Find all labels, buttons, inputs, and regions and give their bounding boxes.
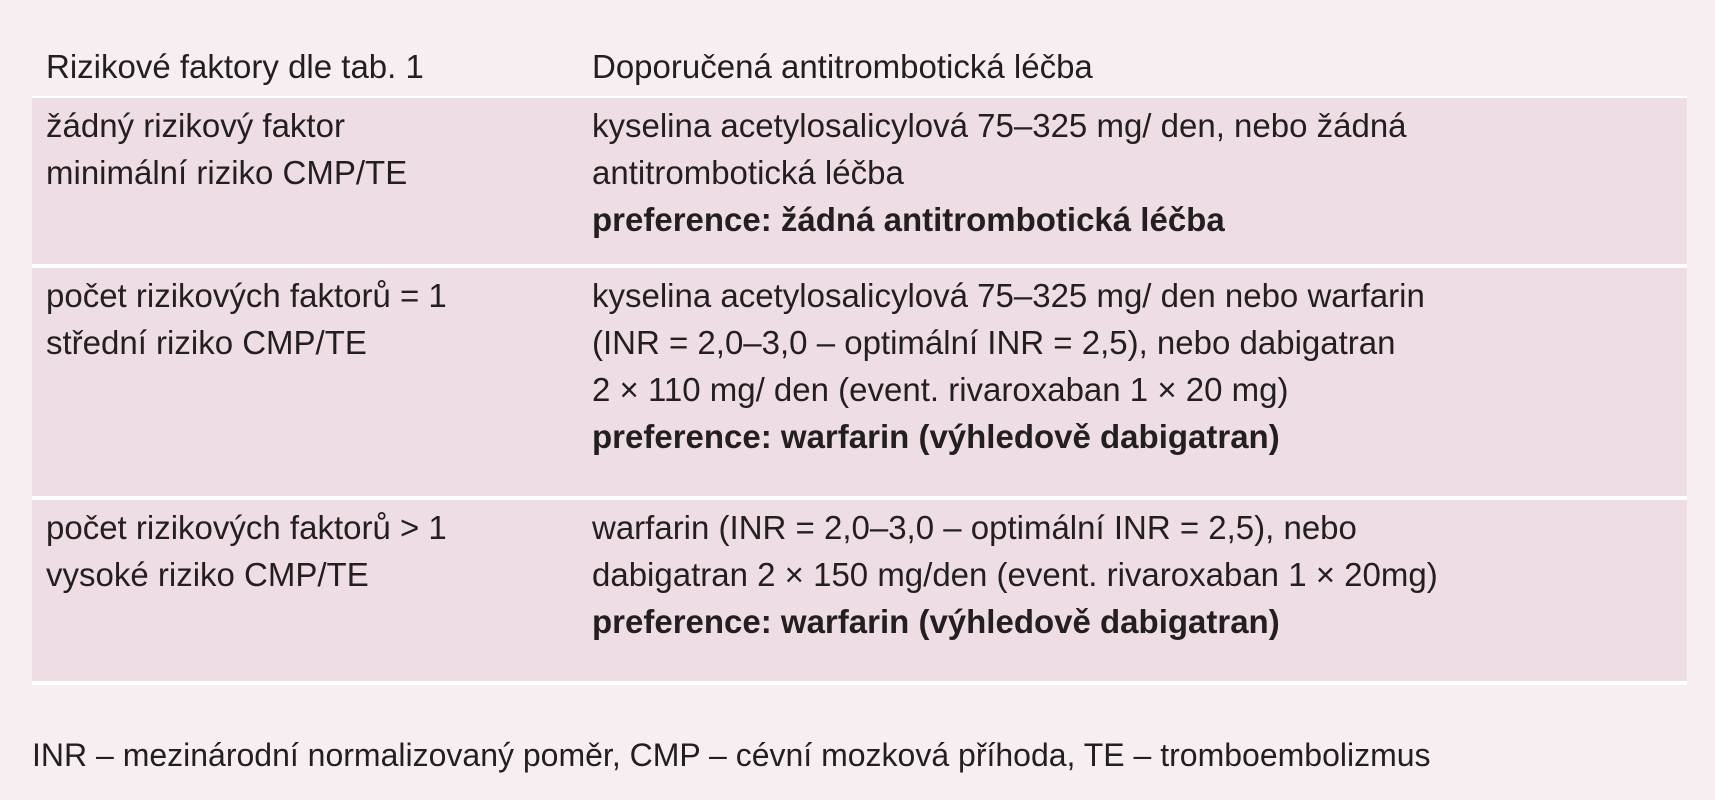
risk-level: vysoké riziko CMP/TE bbox=[46, 556, 369, 593]
treatment-line: (INR = 2,0–3,0 – optimální INR = 2,5), nebo dabigatran bbox=[592, 324, 1396, 361]
treatment-cell bbox=[592, 504, 1687, 681]
treatment-line: kyselina acetylosalicylová 75–325 mg/ den, nebo žádná bbox=[592, 107, 1407, 144]
risk-level: střední riziko CMP/TE bbox=[46, 324, 367, 361]
risk-cell bbox=[32, 102, 592, 264]
treatment-line: antitrombotická léčba bbox=[592, 154, 904, 191]
risk-level: minimální riziko CMP/TE bbox=[46, 154, 408, 191]
preference-line: preference: warfarin (výhledově dabigatran) bbox=[592, 603, 1280, 640]
preference-line: preference: warfarin (výhledově dabigatran) bbox=[592, 418, 1280, 455]
table-row bbox=[32, 268, 1687, 500]
risk-cell bbox=[32, 272, 592, 496]
risk-line: žádný rizikový faktor bbox=[46, 107, 345, 144]
risk-cell bbox=[32, 504, 592, 681]
treatment-cell bbox=[592, 272, 1687, 496]
table-footnote: INR – mezinárodní normalizovaný poměr, CMP – cévní mozková příhoda, TE – tromboembolizmus bbox=[32, 737, 1431, 773]
treatment-line: dabigatran 2 × 150 mg/den (event. rivaroxaban 1 × 20mg) bbox=[592, 556, 1438, 593]
table-row bbox=[32, 98, 1687, 268]
treatment-cell bbox=[592, 102, 1687, 264]
risk-line: počet rizikových faktorů = 1 bbox=[46, 277, 447, 314]
table-row bbox=[32, 500, 1687, 685]
treatment-line: 2 × 110 mg/ den (event. rivaroxaban 1 × 20 mg) bbox=[592, 371, 1289, 408]
risk-line: počet rizikových faktorů > 1 bbox=[46, 509, 447, 546]
treatment-line: kyselina acetylosalicylová 75–325 mg/ den nebo warfarin bbox=[592, 277, 1425, 314]
preference-line: preference: žádná antitrombotická léčba bbox=[592, 201, 1225, 238]
treatment-line: warfarin (INR = 2,0–3,0 – optimální INR = 2,5), nebo bbox=[592, 509, 1357, 546]
header-recommended-treatment: Doporučená antitrombotická léčba bbox=[592, 48, 1093, 85]
header-risk-factors: Rizikové faktory dle tab. 1 bbox=[46, 48, 424, 85]
antithrombotic-treatment-table bbox=[32, 38, 1687, 685]
table-header-row bbox=[32, 38, 1687, 98]
